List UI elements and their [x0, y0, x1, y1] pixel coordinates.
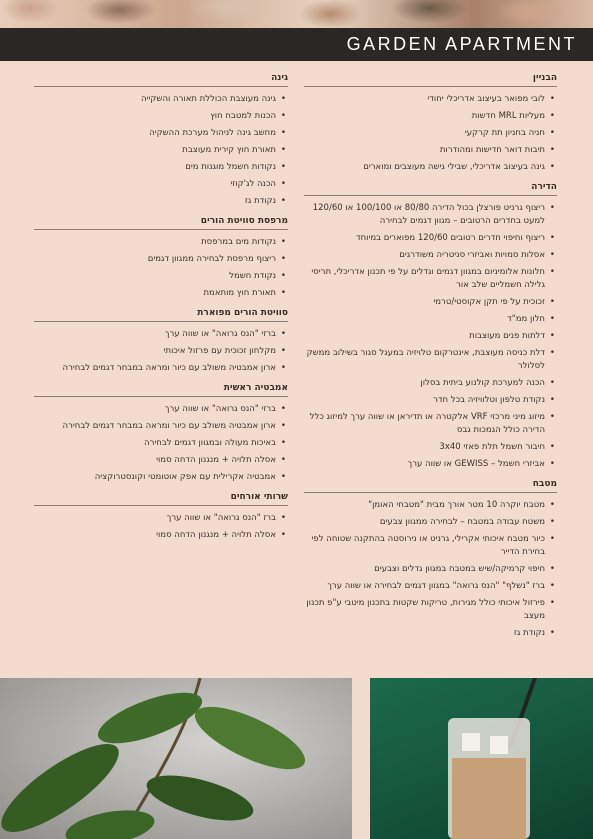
spec-item: • מיזוג מיני מרכזי VRF אלקטרה או תדיראן או שווה ערך למיזוג כלל הדירה כולל הגמכות גבס — [304, 411, 557, 437]
spec-item: • תאורת חוץ מותאמת — [34, 287, 288, 300]
spec-list — [304, 93, 557, 174]
spec-item: • אביזרי חשמל – GEWISS או שווה ערך — [304, 458, 557, 471]
spec-list — [34, 93, 288, 208]
floral-header-image — [0, 0, 593, 28]
spec-item: • דלתות פנים מעוצבות — [304, 330, 557, 343]
spec-item: • ברז "הנס גרואה" או שווה ערך — [34, 512, 288, 525]
spec-list — [34, 403, 288, 484]
spec-item: • ריצוף וחיפוי חדרים רטובים 120/60 מפוארים במיוחד — [304, 232, 557, 245]
spec-item: • נקודת חשמל — [34, 270, 288, 283]
spec-item: • תאורת חוץ קירית מעוצבת — [34, 144, 288, 157]
spec-item: • ברזי "הנס גרואה" או שווה ערך — [34, 403, 288, 416]
spec-item: • אסלות סמויות ואביזרי סניטריה משודרגים — [304, 249, 557, 262]
spec-item: • ברז "נשלף" "הנס גרואה" במגוון דגמים לבחירה או שווה ערך — [304, 580, 557, 593]
spec-item: • הכנות למטבח חוץ — [34, 110, 288, 123]
spec-item: • נקודת גז — [304, 627, 557, 640]
section-title: גינה — [34, 73, 288, 87]
spec-item: • ריצוף מרפסת לבחירה ממגוון דגמים — [34, 253, 288, 266]
spec-item: • דלת כניסה מעוצבת, אינטרקום טלויזיה במעגל סגור בשילוב ממשק לסלולר — [304, 347, 557, 373]
section-title: הדירה — [304, 182, 557, 196]
spec-item: • חניה בחניון תת קרקעי — [304, 127, 557, 140]
spec-list — [34, 236, 288, 300]
section-title: מטבח — [304, 479, 557, 493]
spec-item: • חלון ממ"ד — [304, 313, 557, 326]
spec-item: • חלונות אלומיניום במגוון דגמים וגדלים על פי תכנון אדריכלי, תריסי גלילה חשמליים שלב אור — [304, 266, 557, 292]
spec-item: • נקודות חשמל מוגנות מים — [34, 161, 288, 174]
spec-item: • חיפוי קרמיקה/שיש במטבח במגוון גדלים וצבעים — [304, 563, 557, 576]
spec-item: • מחשב גינה לניהול מערכת ההשקיה — [34, 127, 288, 140]
spec-item: • באיכות מעולה ובמגוון דגמים לבחירה — [34, 437, 288, 450]
spec-section — [34, 216, 288, 300]
spec-item: • ארון אמבטיה משולב עם כיור ומראה במבחר דגמים לבחירה — [34, 362, 288, 375]
spec-item: • נקודת טלפון וטלוויזיה בכל חדר — [304, 394, 557, 407]
spec-section — [34, 73, 288, 208]
iced-coffee-photo — [370, 678, 593, 839]
plant-photo — [0, 678, 352, 839]
left-column — [34, 73, 288, 550]
spec-list — [34, 512, 288, 542]
section-title: הבניין — [304, 73, 557, 87]
spec-item: • אמבטיה אקרילית עם אפק אוטומטי וקונסטרוקציה — [34, 471, 288, 484]
spec-item: • נקודות מים במרפסת — [34, 236, 288, 249]
spec-item: • משטח עבודה במטבח – לבחירה ממגוון צבעים — [304, 516, 557, 529]
title-bar — [0, 28, 593, 61]
spec-item: • מעליות MRL חדשות — [304, 110, 557, 123]
spec-item: • גינה בעיצוב אדריכלי, שבילי גישה מעוצבים ומוארים — [304, 161, 557, 174]
spec-item: • אסלה תלויה + מנגנון הדחה סמוי — [34, 454, 288, 467]
spec-item: • גינה מעוצבת הכוללת תאורה והשקייה — [34, 93, 288, 106]
spec-section — [304, 73, 557, 174]
spec-section — [34, 383, 288, 484]
spec-item: • חיבור חשמל תלת פאזי 3x40 — [304, 441, 557, 454]
page-title: GARDEN APARTMENT — [346, 34, 577, 54]
spec-item: • כיור מטבח איכותי אקרילי, גרניט או נירוסטה בהתקנה שטוחה לפי בחירת הדייר — [304, 533, 557, 559]
section-title: שרותי אורחים — [34, 492, 288, 506]
spec-section — [34, 308, 288, 375]
spec-list — [34, 328, 288, 375]
spec-item: • תיבות דואר חדישות ומהודרות — [304, 144, 557, 157]
spec-section — [304, 479, 557, 640]
spec-section — [34, 492, 288, 542]
right-column — [304, 73, 557, 648]
spec-section — [304, 182, 557, 471]
spec-item: • לובי מפואר בעיצוב אדריכלי יחודי — [304, 93, 557, 106]
section-title: מרפסת סוויטת הורים — [34, 216, 288, 230]
spec-item: • ברזי "הנס גרואה" או שווה ערך — [34, 328, 288, 341]
spec-item: • פירזול איכותי כולל מגירות, טריקות שקטות בתכנון מיטבי ע"פ תכנון מעצב — [304, 597, 557, 623]
spec-item: • ארון אמבטיה משולב עם כיור ומראה במבחר דגמים לבחירה — [34, 420, 288, 433]
spec-item: • מקלחון זכוכית עם פרזול איכותי — [34, 345, 288, 358]
section-title: סוויטת הורים מפוארת — [34, 308, 288, 322]
spec-item: • הכנה למערכת קולנוע ביתית בסלון — [304, 377, 557, 390]
spec-item: • ריצוף גרניט פורצלן בכול הדירה 80/80 או 100/100 או 120/60 למעט בחדרים הרטובים – מגוון דגמים לבחירה — [304, 202, 557, 228]
spec-item: • נקודת גז — [34, 195, 288, 208]
spec-item: • הכנה לג'קוזי — [34, 178, 288, 191]
spec-item: • מטבח יוקרה 10 מטר אורך מבית "מטבחי האומן" — [304, 499, 557, 512]
spec-list — [304, 499, 557, 640]
spec-list — [304, 202, 557, 471]
spec-item: • זכוכית על פי תקן אקוסטי/טרמי — [304, 296, 557, 309]
section-title: אמבטיה ראשית — [34, 383, 288, 397]
spec-item: • אסלה תלויה + מנגנון הדחה סמוי — [34, 529, 288, 542]
